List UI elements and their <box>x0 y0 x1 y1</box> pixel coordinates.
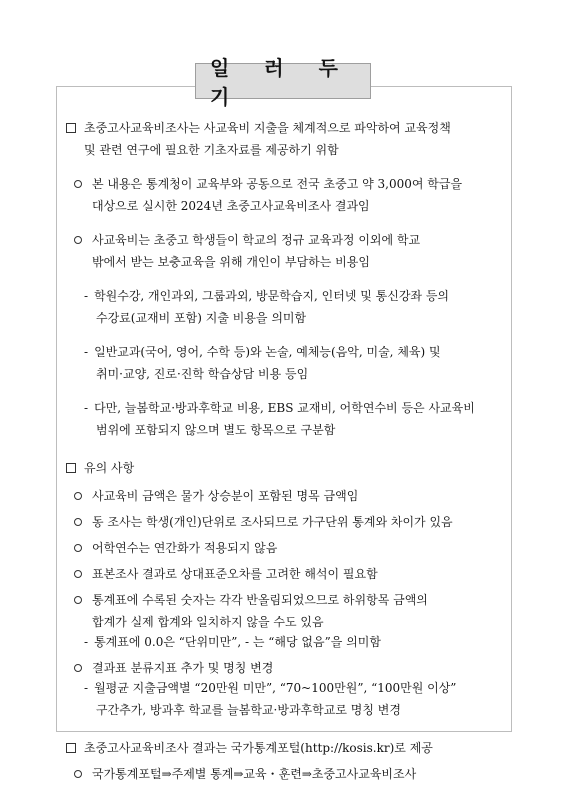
note-5a: - 통계표에 0.0은 “단위미만”, - 는 “해당 없음”을 의미함 <box>84 635 381 649</box>
circle-bullet-icon <box>74 770 82 778</box>
note-3: 어학연수는 연간화가 적용되지 않음 <box>66 538 506 558</box>
circle-bullet-icon <box>74 544 82 552</box>
item-b2-line-1: - 일반교과(국어, 영어, 수학 등)와 논술, 예체능(음악, 미술, 체육) 및 <box>84 345 441 359</box>
item-b1-line-2: 수강료(교재비 포함) 지출 비용을 의미함 <box>96 311 307 325</box>
note-4: 표본조사 결과로 상대표준오차를 고려한 해석이 필요함 <box>66 564 506 584</box>
square-bullet-icon <box>66 123 76 133</box>
circle-bullet-icon <box>74 518 82 526</box>
item-a-line-2: 대상으로 실시한 2024년 초중고사교육비조사 결과임 <box>92 199 370 213</box>
circle-bullet-icon <box>74 180 82 188</box>
circle-bullet-icon <box>74 596 82 604</box>
note-5-line-2: 합계가 실제 합계와 일치하지 않을 수도 있음 <box>92 615 324 629</box>
square-bullet-icon <box>66 743 76 753</box>
kosis-path: 국가통계포털⇒주제별 통계⇒교육・훈련⇒초중고사교육비조사 <box>66 764 506 784</box>
item-b3-line-2: 범위에 포함되지 않으며 별도 항목으로 구분함 <box>96 423 336 437</box>
note-6: 결과표 분류지표 추가 및 명칭 변경 <box>66 658 506 678</box>
kosis-line: 초중고사교육비조사 결과는 국가통계포털(http://kosis.kr)로 제공 <box>66 738 506 758</box>
note-2: 동 조사는 학생(개인)단위로 조사되므로 가구단위 통계와 차이가 있음 <box>66 512 506 532</box>
note-6a-line-1: - 월평균 지출금액별 “20만원 미만”, “70~100만원”, “100만원 이상” <box>84 681 457 695</box>
note-6a-line-2: 구간추가, 방과후 학교를 늘봄학교·방과후학교로 명칭 변경 <box>96 703 401 717</box>
square-bullet-icon <box>66 463 76 473</box>
content <box>66 118 506 781</box>
item-a-line-1: 본 내용은 통계청이 교육부와 공동으로 전국 초중고 약 3,000여 학급을 <box>66 174 506 194</box>
page-title: 일 러 두 기 <box>195 63 371 99</box>
notes-header: 유의 사항 <box>66 458 506 478</box>
note-1: 사교육비 금액은 물가 상승분이 포함된 명목 금액임 <box>66 486 506 506</box>
circle-bullet-icon <box>74 492 82 500</box>
intro-line-2: 및 관련 연구에 필요한 기초자료를 제공하기 위함 <box>84 143 339 157</box>
item-b2-line-2: 취미·교양, 진로·진학 학습상담 비용 등임 <box>96 367 309 381</box>
circle-bullet-icon <box>74 570 82 578</box>
item-b1-line-1: - 학원수강, 개인과외, 그룹과외, 방문학습지, 인터넷 및 통신강좌 등의 <box>84 289 450 303</box>
circle-bullet-icon <box>74 236 82 244</box>
item-b-line-2: 밖에서 받는 보충교육을 위해 개인이 부담하는 비용임 <box>92 255 370 269</box>
circle-bullet-icon <box>74 664 82 672</box>
note-5-line-1: 통계표에 수록된 숫자는 각각 반올림되었으므로 하위항목 금액의 <box>66 590 506 610</box>
item-b3-line-1: - 다만, 늘봄학교·방과후학교 비용, EBS 교재비, 어학연수비 등은 사교육비 <box>84 401 475 415</box>
intro-line-1: 초중고사교육비조사는 사교육비 지출을 체계적으로 파악하여 교육정책 <box>66 118 506 138</box>
item-b-line-1: 사교육비는 초중고 학생들이 학교의 정규 교육과정 이외에 학교 <box>66 230 506 250</box>
